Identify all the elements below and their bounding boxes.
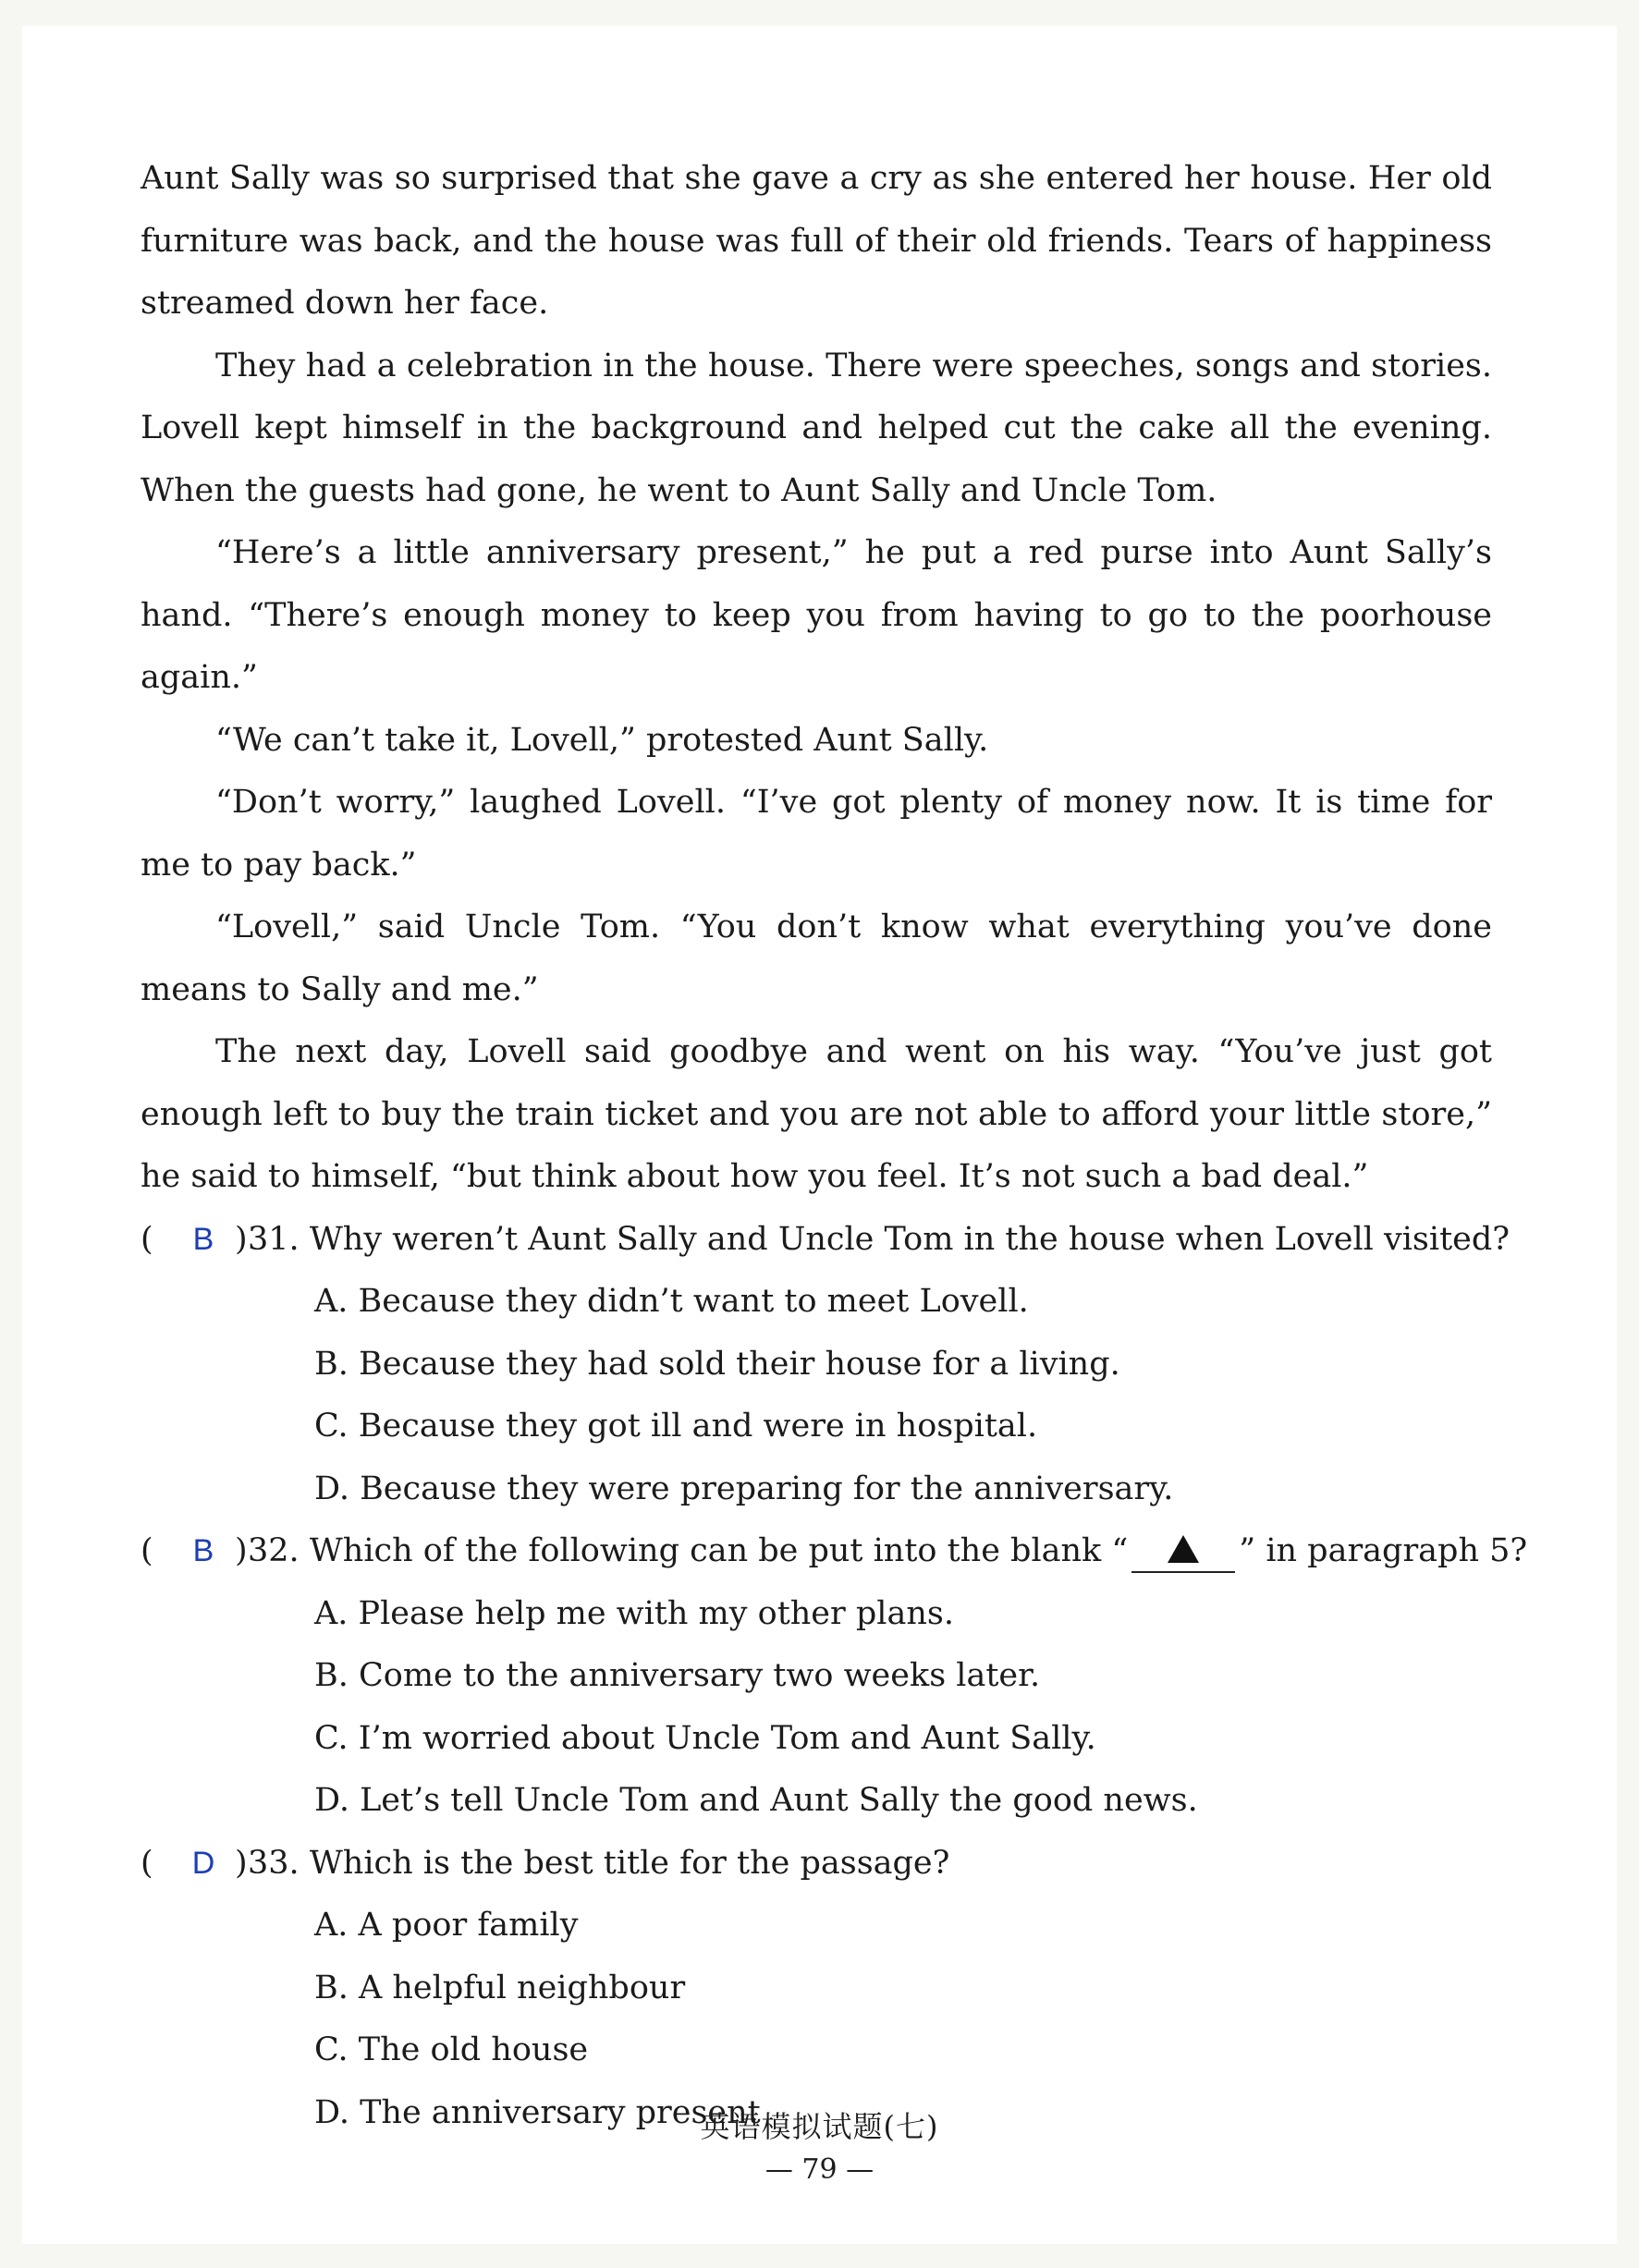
answer-paren-close: ) (235, 1844, 248, 1882)
paragraph-6: “Lovell,” said Uncle Tom. “You don’t know what everything you’ve done means to Sally and me.” (141, 908, 1492, 1008)
answer-paren-open: ( (141, 1220, 153, 1258)
question-number: 32. (248, 1532, 300, 1569)
question-number: 31. (248, 1220, 300, 1258)
option-32-a: A. Please help me with my other plans. (314, 1594, 954, 1632)
answer-33: D (191, 1845, 215, 1881)
answer-paren-close: ) (235, 1220, 248, 1258)
triangle-icon (1168, 1535, 1199, 1563)
question-stem: Why weren’t Aunt Sally and Uncle Tom in the house when Lovell visited? (309, 1220, 1511, 1258)
question-32 (141, 1520, 1528, 1583)
question-number: 33. (248, 1844, 300, 1882)
paragraph-1: Aunt Sally was so surprised that she gave a cry as she entered her house. Her old furniture was back, and the house was full of their old friends. Tears of happiness streamed down her face. (141, 160, 1492, 322)
answer-paren-close: ) (235, 1532, 248, 1569)
blank-line (1131, 1530, 1235, 1573)
option-31-b: B. Because they had sold their house for a living. (314, 1345, 1120, 1383)
question-stem: Which is the best title for the passage? (309, 1844, 950, 1882)
option-31-a: A. Because they didn’t want to meet Lovell. (314, 1283, 1029, 1320)
paragraph-3: “Here’s a little anniversary present,” he put a red purse into Aunt Sally’s hand. “There’s enough money to keep you from having to go to the poorhouse again.” (141, 534, 1492, 696)
option-32-c: C. I’m worried about Uncle Tom and Aunt Sally. (314, 1719, 1096, 1757)
question-stem-after: ” in paragraph 5? (1239, 1532, 1528, 1569)
page-number: — 79 — (764, 2153, 875, 2186)
option-32-b: B. Come to the anniversary two weeks later. (314, 1657, 1041, 1694)
footer-title: 英语模拟试题(七) (700, 2109, 939, 2144)
answer-paren-open: ( (141, 1844, 153, 1882)
option-32-d: D. Let’s tell Uncle Tom and Aunt Sally the good news. (314, 1782, 1198, 1819)
option-31-d: D. Because they were preparing for the anniversary. (314, 1469, 1174, 1507)
option-33-d: D. The anniversary present (314, 2093, 761, 2131)
answer-31: B (192, 1221, 214, 1257)
question-33 (141, 1833, 1492, 1896)
option-31-c: C. Because they got ill and were in hospital. (314, 1408, 1038, 1445)
option-33-c: C. The old house (314, 2031, 589, 2068)
paragraph-4: “We can’t take it, Lovell,” protested Aunt Sally. (215, 721, 989, 759)
question-31 (141, 1209, 1511, 1272)
answer-32: B (192, 1533, 214, 1568)
question-stem-before: Which of the following can be put into the blank “ (309, 1532, 1129, 1569)
passage-content (141, 148, 1528, 2144)
paragraph-5: “Don’t worry,” laughed Lovell. “I’ve got plenty of money now. It is time for me to pay back.” (141, 784, 1492, 884)
answer-paren-open: ( (141, 1532, 153, 1569)
paragraph-2: They had a celebration in the house. There were speeches, songs and stories. Lovell kept himself in the background and helped cut the cake all the evening. When the guests had gone, he went to Aunt Sally and Uncle Tom. (141, 347, 1492, 509)
option-33-b: B. A helpful neighbour (314, 1969, 686, 2006)
paragraph-7: The next day, Lovell said goodbye and went on his way. “You’ve just got enough left to buy the train ticket and you are not able to afford your little store,” he said to himself, “but think about how you feel. It’s not such a bad deal.” (141, 1033, 1492, 1195)
option-33-a: A. A poor family (314, 1907, 579, 1944)
